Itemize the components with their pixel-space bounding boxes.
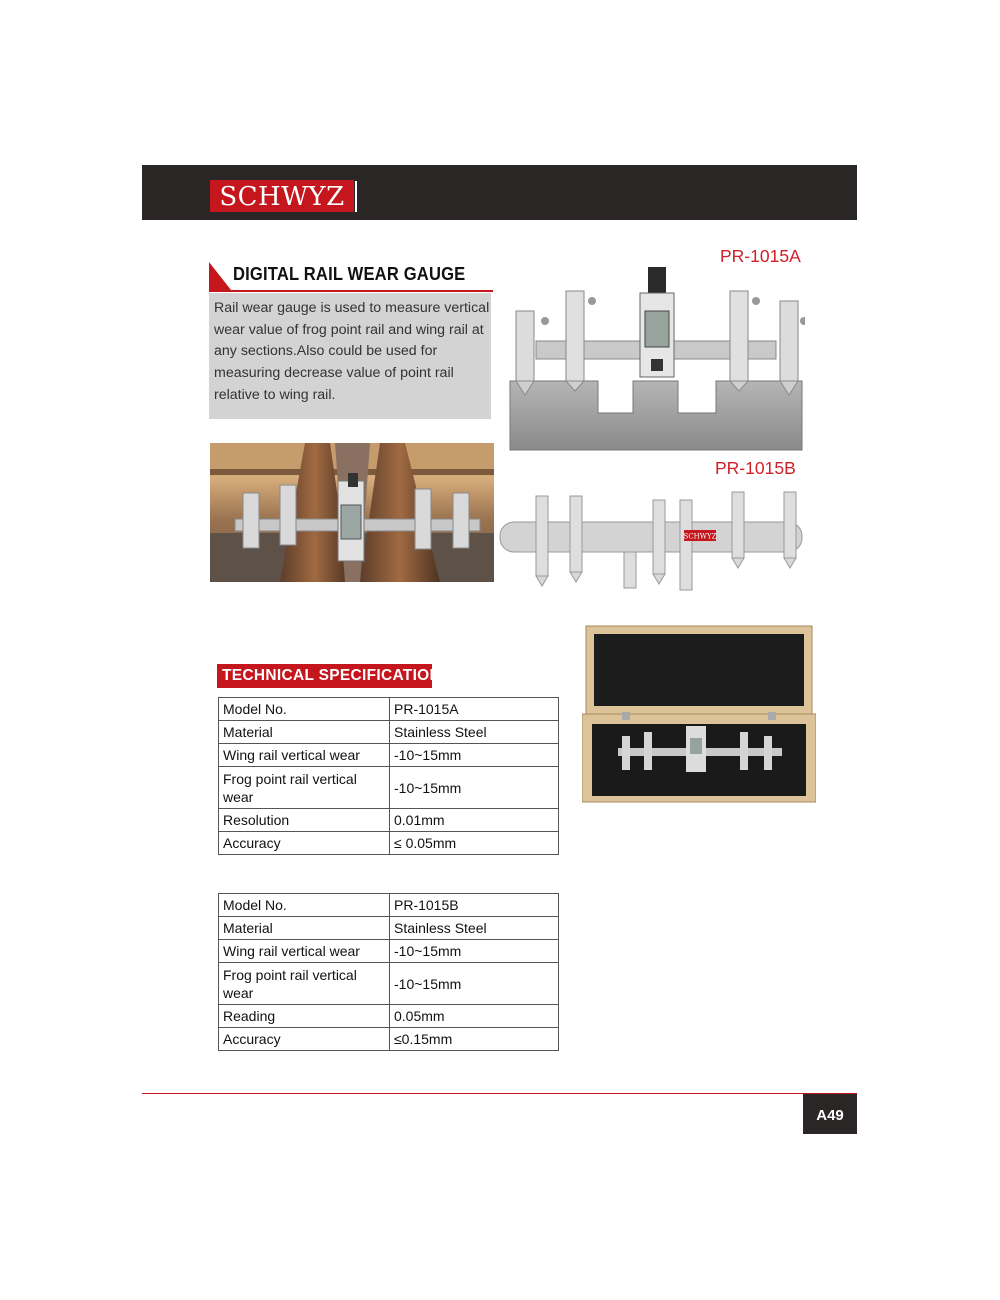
product-title: DIGITAL RAIL WEAR GAUGE	[233, 264, 466, 284]
table-row	[219, 940, 559, 963]
model-a-label: PR-1015A	[720, 246, 801, 266]
title-underline	[209, 290, 493, 292]
spec-table-model-b	[218, 893, 559, 1051]
spec-value: -10~15mm	[390, 744, 559, 767]
spec-value: Stainless Steel	[390, 917, 559, 940]
spec-value: ≤0.15mm	[390, 1028, 559, 1051]
table-row	[219, 1028, 559, 1051]
spec-label: Material	[219, 917, 390, 940]
spec-heading: TECHNICAL SPECIFICATION	[222, 667, 442, 684]
spec-value: Stainless Steel	[390, 721, 559, 744]
spec-value: PR-1015A	[390, 698, 559, 721]
spec-label: Wing rail vertical wear	[219, 744, 390, 767]
page-number: A49	[816, 1107, 844, 1124]
spec-label: Model No.	[219, 698, 390, 721]
spec-label: Accuracy	[219, 832, 390, 855]
table-row	[219, 894, 559, 917]
spec-value: 0.05mm	[390, 1005, 559, 1028]
table-row	[219, 698, 559, 721]
model-b-photo	[498, 490, 804, 596]
table-row	[219, 832, 559, 855]
spec-value: -10~15mm	[390, 767, 559, 809]
spec-label: Frog point rail vertical wear	[219, 963, 390, 1005]
spec-value: PR-1015B	[390, 894, 559, 917]
spec-label: Accuracy	[219, 1028, 390, 1051]
spec-label: Resolution	[219, 809, 390, 832]
spec-label: Reading	[219, 1005, 390, 1028]
spec-value: 0.01mm	[390, 809, 559, 832]
spec-value: -10~15mm	[390, 940, 559, 963]
model-a-photo	[508, 263, 805, 453]
footer-divider	[142, 1093, 857, 1094]
spec-table-model-a	[218, 697, 559, 855]
spec-value: ≤ 0.05mm	[390, 832, 559, 855]
table-row	[219, 963, 559, 1005]
title-accent	[209, 262, 231, 290]
table-row	[219, 744, 559, 767]
spec-label: Wing rail vertical wear	[219, 940, 390, 963]
spec-value: -10~15mm	[390, 963, 559, 1005]
table-row	[219, 1005, 559, 1028]
table-row	[219, 767, 559, 809]
brand-logo: SCHWYZ	[219, 182, 345, 212]
model-b-brand-sticker: SCHWYZ	[683, 532, 717, 541]
logo-divider	[355, 181, 357, 212]
gauge-on-rail-photo	[210, 443, 494, 582]
table-row	[219, 917, 559, 940]
table-row	[219, 809, 559, 832]
wooden-case-photo	[582, 620, 816, 806]
spec-label: Model No.	[219, 894, 390, 917]
spec-label: Material	[219, 721, 390, 744]
model-b-label: PR-1015B	[715, 458, 796, 478]
table-row	[219, 721, 559, 744]
product-description: Rail wear gauge is used to measure vertical wear value of frog point rail and wing rail at any sections.Also could be used for measuring decrease value of point rail relative to wing rail.	[214, 300, 490, 403]
spec-label: Frog point rail vertical wear	[219, 767, 390, 809]
